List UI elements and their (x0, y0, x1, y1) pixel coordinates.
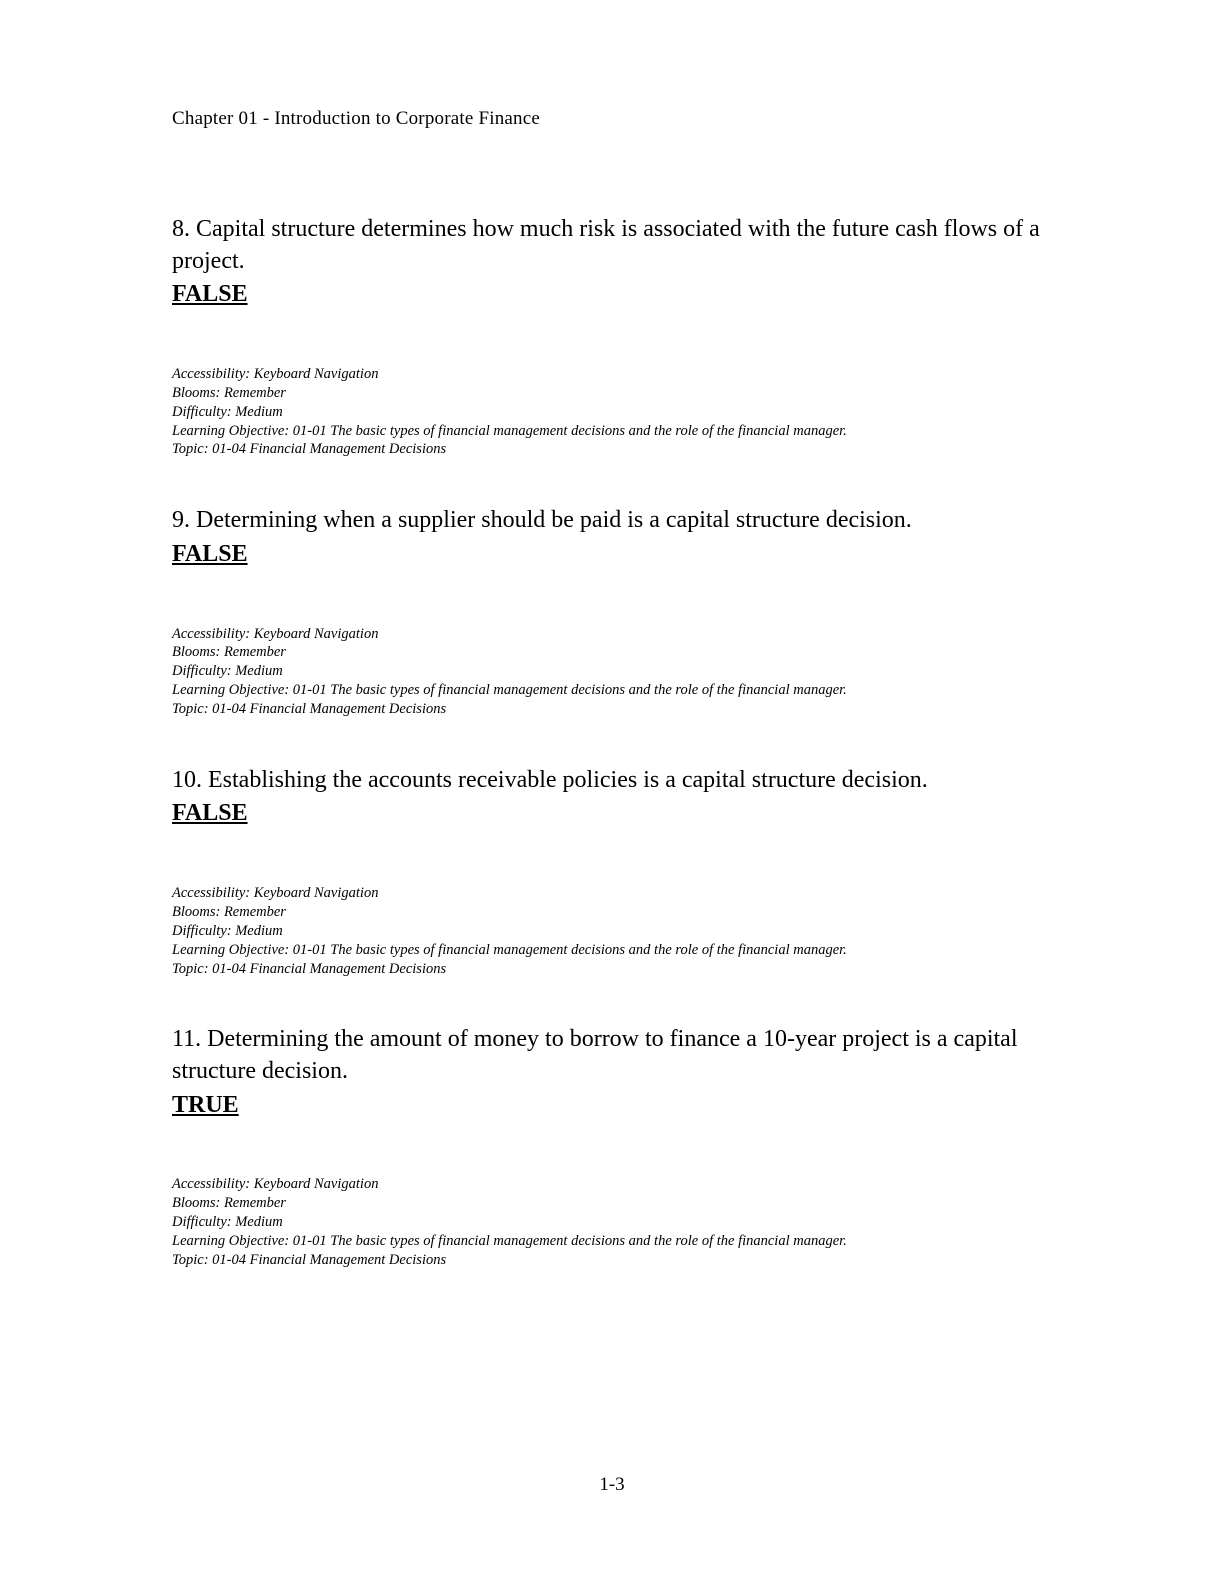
meta-accessibility: Accessibility: Keyboard Navigation (172, 1176, 379, 1193)
question-answer: FALSE (172, 800, 248, 827)
question-text: 10. Establishing the accounts receivable policies is a capital structure decision. (172, 766, 928, 793)
question-metadata (172, 625, 1052, 719)
question-answer: FALSE (172, 281, 248, 308)
page-number: 1-3 (599, 1474, 625, 1495)
meta-difficulty: Difficulty: Medium (172, 663, 283, 680)
meta-topic: Topic: 01-04 Financial Management Decisions (172, 960, 447, 977)
question-item (172, 765, 1052, 979)
meta-blooms: Blooms: Remember (172, 644, 286, 661)
meta-difficulty: Difficulty: Medium (172, 1214, 283, 1231)
meta-learning-objective: Learning Objective: 01-01 The basic types of financial management decisions and the role of the financial manager. (172, 422, 847, 439)
meta-topic: Topic: 01-04 Financial Management Decisions (172, 1251, 447, 1268)
meta-topic: Topic: 01-04 Financial Management Decisions (172, 700, 447, 717)
question-text: 8. Capital structure determines how much risk is associated with the future cash flows of a project. (172, 216, 1040, 274)
meta-topic: Topic: 01-04 Financial Management Decisions (172, 441, 447, 458)
question-item (172, 214, 1052, 459)
question-metadata (172, 365, 1052, 459)
question-item (172, 1024, 1052, 1269)
meta-blooms: Blooms: Remember (172, 1195, 286, 1212)
meta-accessibility: Accessibility: Keyboard Navigation (172, 885, 379, 902)
meta-learning-objective: Learning Objective: 01-01 The basic types of financial management decisions and the role of the financial manager. (172, 1232, 847, 1249)
document-body (172, 214, 1052, 1270)
page-header: Chapter 01 - Introduction to Corporate Finance (172, 108, 540, 129)
question-metadata (172, 884, 1052, 978)
question-item (172, 505, 1052, 719)
meta-difficulty: Difficulty: Medium (172, 922, 283, 939)
question-answer: TRUE (172, 1091, 239, 1118)
meta-accessibility: Accessibility: Keyboard Navigation (172, 625, 379, 642)
section-spacer (172, 719, 1052, 765)
meta-blooms: Blooms: Remember (172, 384, 286, 401)
question-metadata (172, 1175, 1052, 1269)
question-text: 9. Determining when a supplier should be paid is a capital structure decision. (172, 507, 912, 534)
meta-learning-objective: Learning Objective: 01-01 The basic types of financial management decisions and the role of the financial manager. (172, 682, 847, 699)
meta-learning-objective: Learning Objective: 01-01 The basic types of financial management decisions and the role of the financial manager. (172, 941, 847, 958)
meta-blooms: Blooms: Remember (172, 903, 286, 920)
meta-difficulty: Difficulty: Medium (172, 403, 283, 420)
question-answer: FALSE (172, 540, 248, 567)
question-text: 11. Determining the amount of money to borrow to finance a 10-year project is a capital structure decision. (172, 1026, 1018, 1085)
section-spacer (172, 459, 1052, 505)
section-spacer (172, 978, 1052, 1024)
meta-accessibility: Accessibility: Keyboard Navigation (172, 366, 379, 383)
